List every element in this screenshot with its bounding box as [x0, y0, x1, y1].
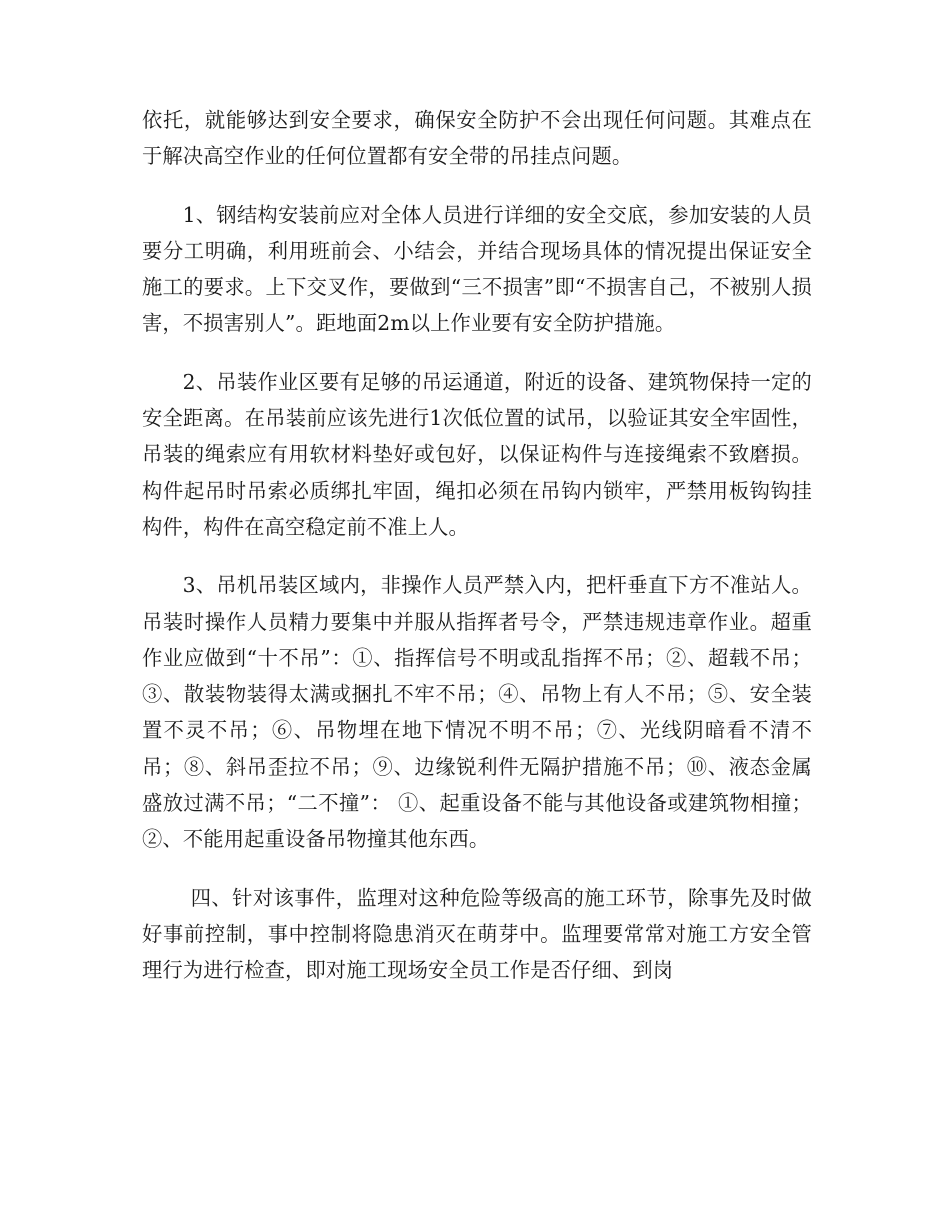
- paragraph-continuation: 依托，就能够达到安全要求，确保安全防护不会出现任何问题。其难点在于解决高空作业的任何位置都有安全带的吊挂点问题。: [142, 108, 812, 169]
- paragraph-item-3: 3、吊机吊装区域内，非操作人员严禁入内，把杆垂直下方不准站人。吊装时操作人员精力要集中并服从指挥者号令，严禁违规违章作业。超重作业应做到“十不吊”：①、指挥信号不明或乱指挥不吊；②、超载不吊；③、散装物装得太满或捆扎不牢不吊；④、吊物上有人不吊；⑤、安全装置不灵不吊；⑥、吊物埋在地下情况不明不吊；⑦、光线阴暗看不清不吊；⑧、斜吊歪拉不吊；⑨、边缘锐利件无隔护措施不吊；⑩、液态金属盛放过满不吊；“二不撞”： ①、起重设备不能与其他设备或建筑物相撞；②、不能用起重设备吊物撞其他东西。: [142, 573, 812, 852]
- paragraph-item-2: 2、吊装作业区要有足够的吊运通道，附近的设备、建筑物保持一定的安全距离。在吊装前应该先进行1次低位置的试吊，以验证其安全牢固性，吊装的绳索应有用软材料垫好或包好，以保证构件与连接绳索不致磨损。构件起吊时吊索必质绑扎牢固，绳扣必须在吊钩内锁牢，严禁用板钩钩挂构件，构件在高空稳定前不准上人。: [142, 369, 812, 539]
- paragraph-section-4: 四、针对该事件，监理对这种危险等级高的施工环节，除事先及时做好事前控制，事中控制将隐患消灭在萌芽中。监理要常常对施工方安全管理行为进行检查，即对施工现场安全员工作是否仔细、到岗: [142, 885, 812, 983]
- document-body: [142, 102, 812, 989]
- paragraph-item-1: 1、钢结构安装前应对全体人员进行详细的安全交底，参加安装的人员要分工明确，利用班前会、小结会，并结合现场具体的情况提出保证安全施工的要求。上下交叉作，要做到“三不损害”即“不损害自己，不被别人损害，不损害别人”。距地面2m以上作业要有安全防护措施。: [142, 202, 812, 336]
